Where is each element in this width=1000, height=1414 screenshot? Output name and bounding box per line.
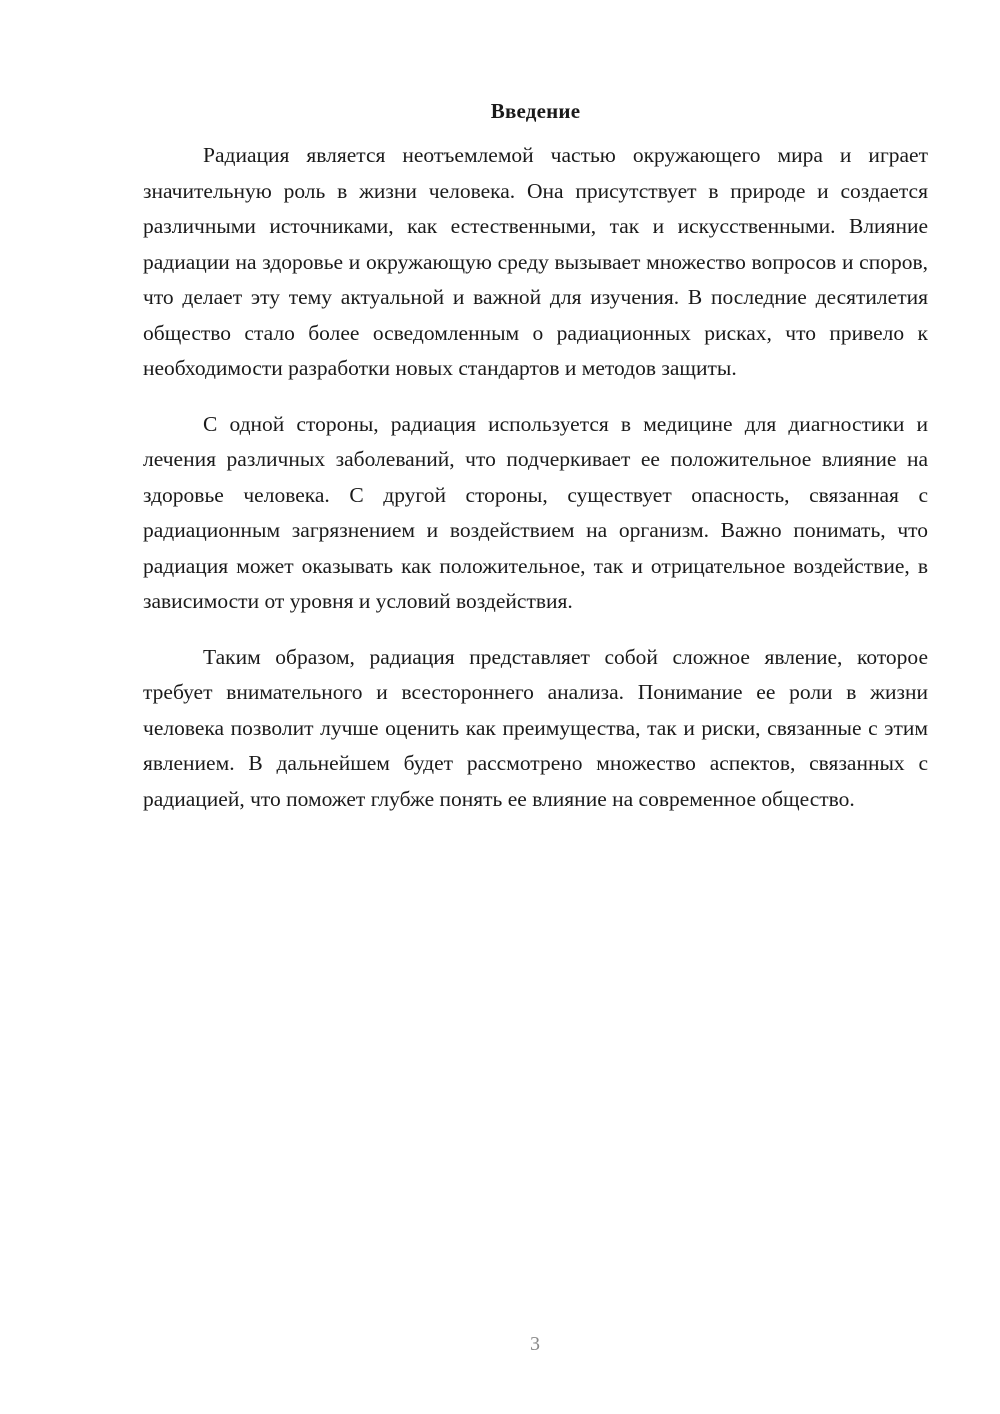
section-title: Введение	[490, 99, 581, 123]
paragraph-1: Радиация является неотъемлемой частью окружающего мира и играет значительную роль в жизни человека. Она присутствует в природе и создается различными источниками, как естественными, так и искусственными. Влияние радиации на здоровье и окружающую среду вызывает множество вопросов и споров, что делает эту тему актуальной и важной для изучения. В последние десятилетия общество стало более осведомленным о радиационных рисках, что привело к необходимости разработки новых стандартов и методов защиты.	[143, 143, 928, 380]
paragraph-3: Таким образом, радиация представляет собой сложное явление, которое требует внимательного и всестороннего анализа. Понимание ее роли в жизни человека позволит лучше оценить как преимущества, так и риски, связанные с этим явлением. В дальнейшем будет рассмотрено множество аспектов, связанных с радиацией, что поможет глубже понять ее влияние на современное общество.	[143, 644, 928, 811]
page-number: 3	[530, 1333, 540, 1355]
page-content	[143, 96, 928, 837]
paragraph-2: С одной стороны, радиация используется в медицине для диагностики и лечения различных заболеваний, что подчеркивает ее положительное влияние на здоровье человека. С другой стороны, существует опасность, связанная с радиационным загрязнением и воздействием на организм. Важно понимать, что радиация может оказывать как положительное, так и отрицательное воздействие, в зависимости от уровня и условий воздействия.	[143, 411, 928, 613]
